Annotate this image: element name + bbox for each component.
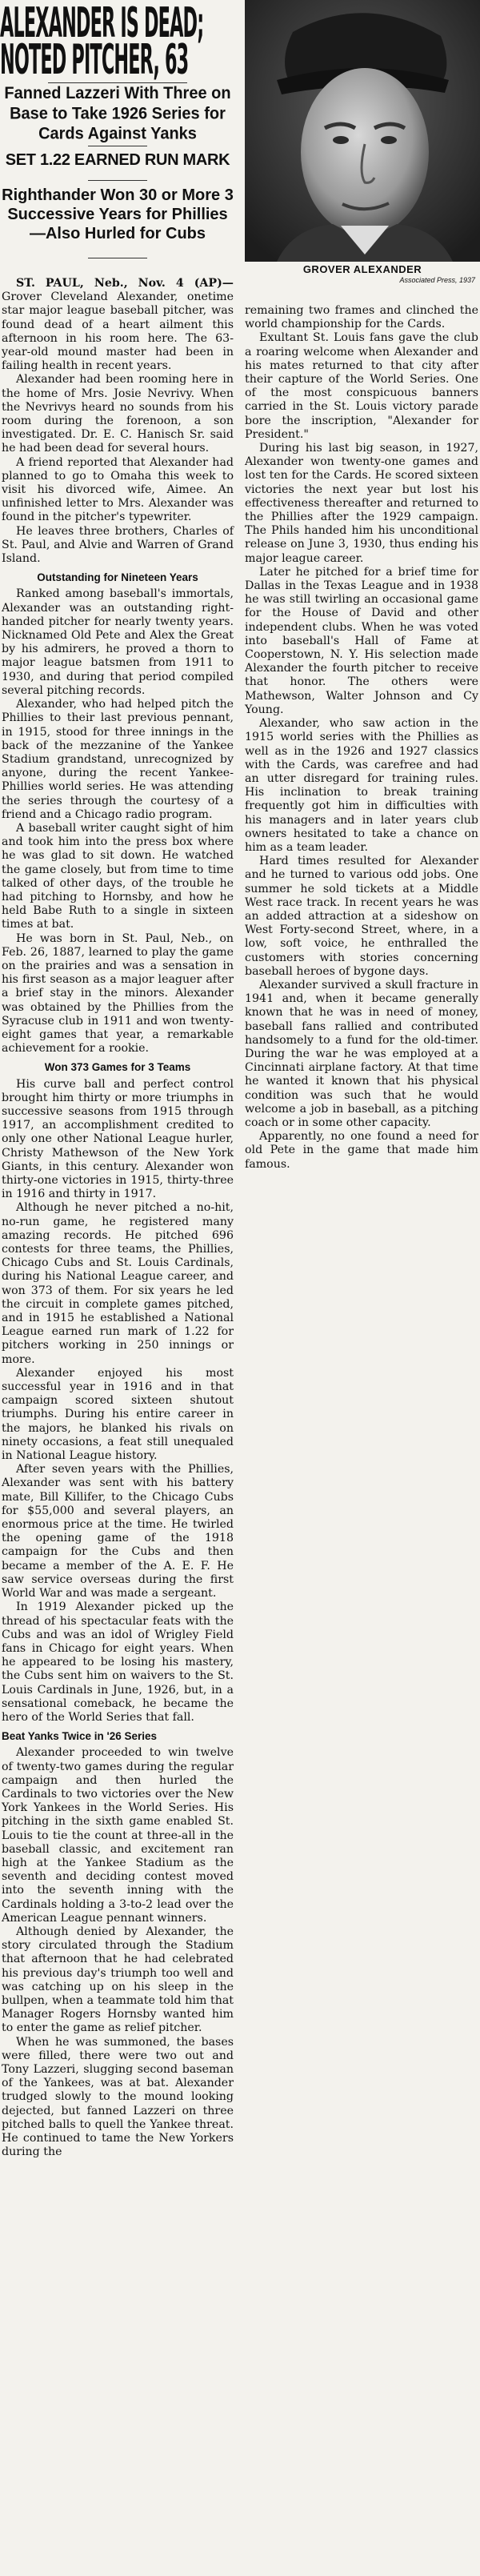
paragraph xyxy=(2,277,234,373)
deck-1: Fanned Lazzeri With Three on Base to Take 1926 Series for Cards Against Yanks xyxy=(4,84,231,143)
paragraph: remaining two frames and clinched the world championship for the Cards. xyxy=(245,304,478,331)
subhead: Won 373 Games for 3 Teams xyxy=(44,1061,191,1074)
paragraph: Later he pitched for a brief time for Dallas in the Texas League and in 1938 he was still twirling an occasional game for the House of David and other independent clubs. When he was voted into baseball's Hall of Fame at Cooperstown, N. Y. His selection made Alexander the fourth pitcher to receive that honor. The others were Mathewson, Walter Johnson and Cy Young. xyxy=(245,565,478,716)
paragraph: Exultant St. Louis fans gave the club a roaring welcome when Alexander and his mates returned to that city after their capture of the World Series. One of the most conspicuous banners carried in the St. Louis victory parade bore the inscription, "Alexander for President." xyxy=(245,331,478,441)
headline-line-2: NOTED PITCHER, 63 xyxy=(0,37,189,80)
article-column-1 xyxy=(2,277,234,2159)
paragraph: Alexander enjoyed his most successful year in 1916 and in that campaign scored sixteen shutout triumphs. During his entire career in the majors, he blanked his rivals on ninety occasions, a feat still unequaled in National League history. xyxy=(2,1366,234,1463)
caption-credit: Associated Press, 1937 xyxy=(399,276,475,284)
portrait-photo xyxy=(245,0,480,262)
paragraph-text: Grover Cleveland Alexander, onetime star major league baseball pitcher, was found dead of a heart ailment this afternoon in his room here. The 63-year-old mound master had been in failing health in recent years. xyxy=(2,290,234,373)
paragraph: Alexander, who had helped pitch the Phillies to their last previous pennant, in 1915, stood for three innings in the back of the mezzanine of the Yankee Stadium grandstand, unrecognized by anyone, during the recent Yankee-Phillies world series. He was attending the series through the courtesy of a friend and a Chicago radio program. xyxy=(2,698,234,821)
caption-name: GROVER ALEXANDER xyxy=(302,263,422,275)
paragraph: Alexander had been rooming here in the home of Mrs. Josie Nevrivy. When the Nevrivys heard no sounds from his room during the forenoon, a son investigated. Dr. E. C. Hanisch Sr. said he had been dead for several hours. xyxy=(2,373,234,455)
paragraph: He was born in St. Paul, Neb., on Feb. 26, 1887, learned to play the game on the prairies and was a sensation in his first season as a major leaguer after a brief stay in the minors. Alexander was obtained by the Phillies from the Syracuse club in 1911 and won twenty-eight games that year, a remarkable achievement for a rookie. xyxy=(2,931,234,1056)
subhead: Beat Yanks Twice in '26 Series xyxy=(2,1730,158,1743)
paragraph: Apparently, no one found a need for old Pete in the game that made him famous. xyxy=(245,1130,478,1171)
paragraph: Although he never pitched a no-hit, no-run game, he registered many amazing records. He pitched 696 contests for three teams, the Phillies, Chicago Cubs and St. Louis Cardinals, during his National League career, and won 373 of them. For six years he led the circuit in complete games pitched, and in 1915 he established a National League earned run mark of 1.22 for pitchers working in 250 innings or more. xyxy=(2,1201,234,1366)
paragraph: A baseball writer caught sight of him and took him into the press box where he was glad to sit down. He watched the game closely, but from time to time talked of other days, of the trouble he had pitching to Hornsby, and how he held Babe Ruth to a single in sixteen times at bat. xyxy=(2,821,234,931)
deck-3: Righthander Won 30 or More 3 Successive Years for Phillies —Also Hurled for Cubs xyxy=(2,186,234,242)
article-column-2 xyxy=(245,304,478,1172)
subhead: Outstanding for Nineteen Years xyxy=(37,571,198,584)
dateline: ST. PAUL, Neb., Nov. 4 (AP)— xyxy=(16,277,234,290)
deck-2: SET 1.22 EARNED RUN MARK xyxy=(5,151,230,169)
photo-caption xyxy=(245,262,480,286)
paragraph: After seven years with the Phillies, Alexander was sent with his battery mate, Bill Killifer, to the Chicago Cubs for $55,000 and several players, an enormous price at the time. He twirled the opening game of the 1918 campaign for the Cubs and then became a member of the A. E. F. He saw service overseas during the first World War and was made a sergeant. xyxy=(2,1463,234,1600)
paragraph: He leaves three brothers, Charles of St. Paul, and Alvie and Warren of Grand Island. xyxy=(2,524,234,566)
paragraph: In 1919 Alexander picked up the thread of his spectacular feats with the Cubs and was an idol of Wrigley Field fans in Chicago for eight years. When he appeared to be losing his mastery, the Cubs sent him on waivers to the St. Louis Cardinals in June, 1926, but, in a sensational comeback, he became the hero of the World Series that fall. xyxy=(2,1600,234,1724)
headline xyxy=(0,0,235,80)
paragraph: Alexander proceeded to win twelve of twenty-two games during the regular campaign and then hurled the Cardinals to two victories over the New York Yankees in the World Series. His pitching in the sixth game enabled St. Louis to tie the count at three-all in the baseball classic, and excitement ran high at the Yankee Stadium as the seventh and deciding contest moved into the seventh inning with the Cardinals holding a 3-to-2 lead over the American League pennant winners. xyxy=(2,1746,234,1925)
paragraph: Although denied by Alexander, the story circulated through the Stadium that afternoon that he had celebrated his previous day's triumph too well and was catching up on his sleep in the bullpen, when a teammate told him that Manager Rogers Hornsby wanted him to enter the game as relief pitcher. xyxy=(2,1925,234,2035)
paragraph: A friend reported that Alexander had planned to go to Omaha this week to visit his divorced wife, Aimee. An unfinished letter to Mrs. Alexander was found in the pitcher's typewriter. xyxy=(2,455,234,524)
paragraph: During his last big season, in 1927, Alexander won twenty-one games and lost ten for the Cards. He scored sixteen victories the next year but lost his effectiveness thereafter and returned to the Phillies after the 1929 campaign. The Phils handed him his unconditional release on June 3, 1930, thus ending his major league career. xyxy=(245,442,478,565)
paragraph: Alexander, who saw action in the 1915 world series with the Phillies as well as in the 1926 and 1927 classics with the Cards, was carefree and had an utter disregard for training rules. His inclination to break training frequently got him in difficulties with his managers and in later years club owners hesitated to take a chance on him as a team leader. xyxy=(245,717,478,854)
paragraph: Ranked among baseball's immortals, Alexander was an outstanding right-handed pitcher for nearly twenty years. Nicknamed Old Pete and Alex the Great by his admirers, he proved a thorn to major league batsmen from 1911 to 1930, and during that period compiled several pitching records. xyxy=(2,587,234,697)
paragraph: Hard times resulted for Alexander and he turned to various odd jobs. One summer he sold tickets at a Middle West race track. In recent years he was an added attraction at a sideshow on West Forty-second Street, where, in a low, soft voice, he enthralled the customers with stories concerning baseball heroes of bygone days. xyxy=(245,855,478,978)
paragraph: His curve ball and perfect control brought him thirty or more triumphs in successive seasons from 1915 through 1917, an accomplishment credited to only one other National League hurler, Christy Mathewson of the New York Giants, in this century. Alexander won thirty-one victories in 1915, thirty-three in 1916 and thirty in 1917. xyxy=(2,1077,234,1201)
paragraph: Alexander survived a skull fracture in 1941 and, when it became generally known that he was in need of money, baseball fans rallied and contributed handsomely to a fund for the old-timer. During the war he was employed at a Cincinnati airplane factory. At that time he wanted it known that his physical condition was such that he would welcome a job in baseball, as a pitching coach or in some other capacity. xyxy=(245,978,478,1129)
portrait-image xyxy=(245,0,480,262)
headline-line-1: ALEXANDER IS DEAD; xyxy=(0,0,204,48)
paragraph: When he was summoned, the bases were filled, there were two out and Tony Lazzeri, slugging second baseman of the Yankees, was at bat. Alexander trudged slowly to the mound looking dejected, but fanned Lazzeri on three pitched balls to quell the Yankee threat. He continued to tame the New Yorkers during the xyxy=(2,2035,234,2159)
divider xyxy=(88,180,147,181)
